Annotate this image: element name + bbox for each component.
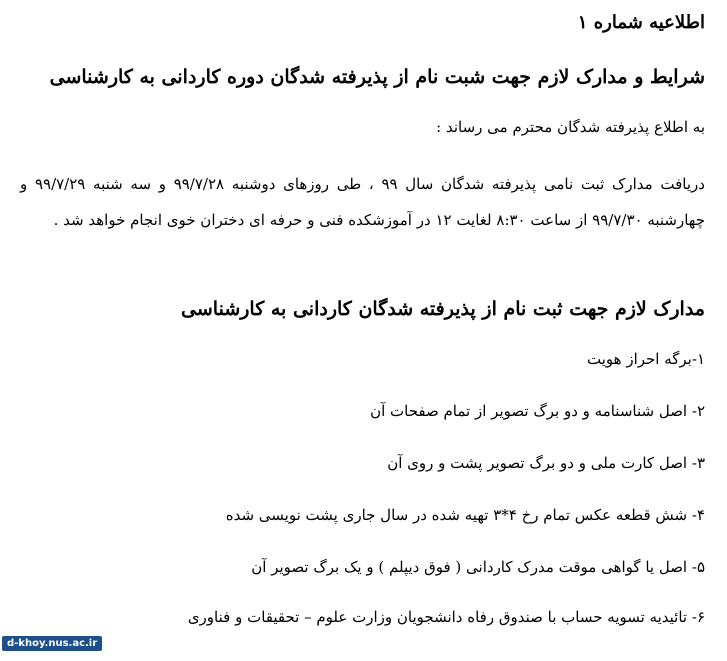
list-item: ۱-برگه احراز هویت [587,350,705,368]
site-watermark: d-khoy.nus.ac.ir [2,636,102,651]
list-item: ۳- اصل کارت ملی و دو برگ تصویر پشت و روی آن [387,454,705,472]
main-heading: شرایط و مدارک لازم جهت شبت نام از پذیرفته شدگان دوره کاردانی به کارشناسی [49,66,705,88]
list-item: ۲- اصل شناسنامه و دو برگ تصویر از تمام صفحات آن [370,402,705,420]
list-item: ۶- تائیدیه تسویه حساب با صندوق رفاه دانشجویان وزارت علوم – تحقیقات و فناوری [187,608,705,626]
intro-text: به اطلاع پذیرفته شدگان محترم می رساند : [436,118,705,136]
required-documents-heading: مدارک لازم جهت ثبت نام از پذیرفته شدگان کاردانی به کارشناسی [181,298,705,320]
schedule-paragraph: دریافت مدارک ثبت نامی پذیرفته شدگان سال ۹۹ ، طی روزهای دوشنبه ۹۹/۷/۲۸ و سه شنبه ۹۹/۷/۲۹ و چهارشنبه ۹۹/۷/۳۰ از ساعت ۸:۳۰ لغایت ۱۲ در آموزشکده فنی و حرفه ای دختران خوی انجام خواهد شد . [20,175,705,229]
list-item: ۵- اصل یا گواهی موقت مدرک کاردانی ( فوق دیپلم ) و یک برگ تصویر آن [251,558,705,576]
list-item: ۴- شش قطعه عکس تمام رخ ۴*۳ تهیه شده در سال جاری پشت نویسی شده [225,506,705,524]
notice-title: اطلاعیه شماره ۱ [577,12,705,33]
